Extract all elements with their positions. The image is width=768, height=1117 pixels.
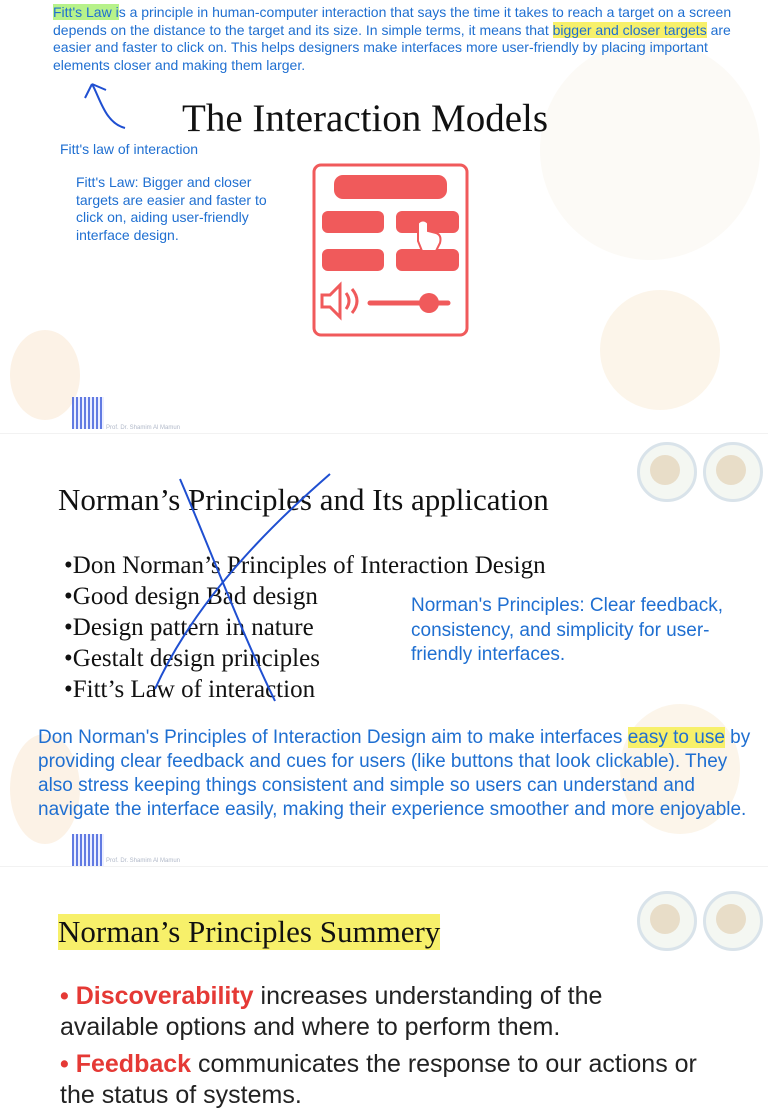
paragraph-text: Don Norman's Principles of Interaction Design aim to make interfaces — [38, 727, 628, 748]
list-item: • Gestalt design principles — [64, 643, 546, 674]
paragraph-text: by providing clear feedback and cues for users (like buttons that look clickable). They also stress keeping things consistent and simple so users can understand and navigate the interface easily, making their experience smoother and more enjoyable. — [38, 727, 751, 820]
qr-code — [72, 834, 104, 866]
list-item: • Fitt’s Law of interaction — [64, 674, 546, 705]
slide-normans-summary — [0, 866, 768, 1109]
keyword: Feedback — [75, 1050, 192, 1078]
credit-text: Prof. Dr. Shamim Al Mamun — [106, 858, 181, 864]
list-item — [60, 1049, 700, 1111]
highlighted-text: bigger and closer targets — [552, 21, 707, 38]
side-note: Fitt's Law: Bigger and closer targets are easier and faster to click on, aiding user-friendly interface design. — [76, 174, 267, 243]
item-text: communicates the response to our actions or the status of systems. — [60, 1050, 697, 1109]
list-item — [60, 981, 700, 1043]
page-title: Norman’s Principles and Its application — [58, 482, 549, 517]
list-item: • Don Norman’s Principles of Interaction Design — [64, 550, 546, 581]
side-note: Norman's Principles: Clear feedback, consistency, and simplicity for user-friendly interfaces. — [411, 595, 723, 665]
pen-annotation-cross — [140, 469, 340, 709]
page-title: The Interaction Models — [182, 97, 549, 140]
item-text: increases understanding of the available options and where to perform them. — [60, 982, 603, 1041]
keyword: Discoverability — [75, 982, 254, 1010]
fitts-law-note — [53, 4, 761, 74]
summary-list — [60, 981, 700, 1117]
university-seal — [703, 442, 763, 502]
decorative-figure — [600, 290, 720, 410]
decorative-figure — [10, 330, 80, 420]
note-text: are easier and faster to click on. This helps designers make interfaces more user-friendly by placing important elements closer and making them larger. — [53, 21, 731, 73]
subtitle: Fitt's law of interaction — [60, 141, 199, 157]
slide-normans-principles — [0, 433, 768, 867]
highlighted-text: easy to use — [627, 727, 725, 748]
pen-annotation-arrow — [70, 78, 140, 133]
qr-code — [72, 397, 104, 429]
credit-text: Prof. Dr. Shamim Al Mamun — [106, 425, 181, 431]
university-seal — [637, 442, 697, 502]
note-text: s a principle in human-computer interaction that says the time it takes to reach a target on a screen depends on the distance to the target and its size. In simple terms, it means that — [53, 4, 732, 38]
interface-controls-icon — [312, 163, 470, 338]
university-seal — [703, 891, 763, 951]
explanation-paragraph — [38, 726, 763, 822]
page-title: Norman’s Principles Summery — [58, 914, 441, 949]
highlighted-text: Fitt's Law i — [53, 4, 119, 20]
university-seal — [637, 891, 697, 951]
slide-interaction-models — [0, 0, 768, 433]
list-item: • Good design Bad design — [64, 581, 546, 612]
list-item: • Design pattern in nature — [64, 612, 546, 643]
